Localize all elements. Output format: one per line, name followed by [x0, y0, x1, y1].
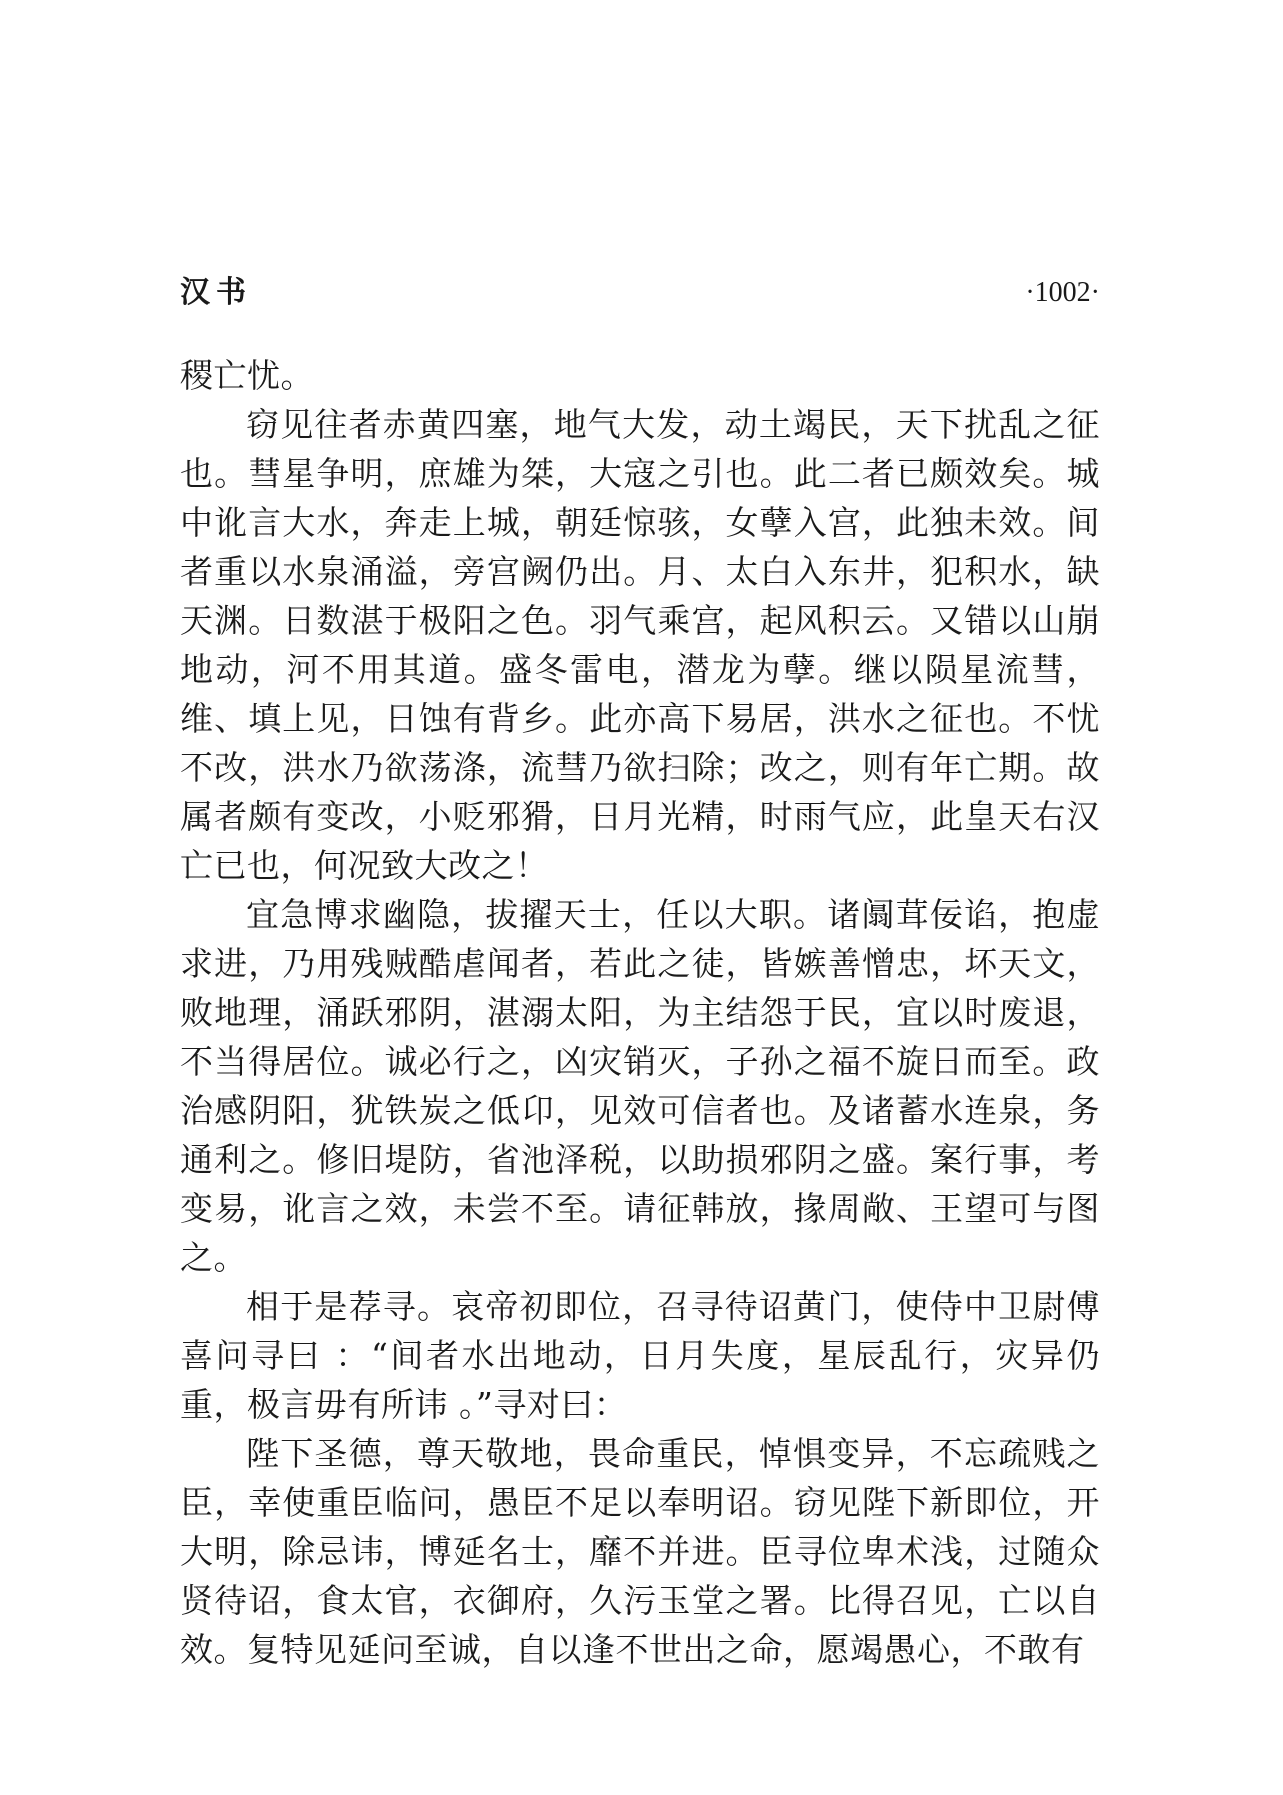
paragraph: 窃见往者赤黄四塞，地气大发，动土竭民，天下扰乱之征也。彗星争明，庶雄为桀，大寇之引也。此二者已颇效矣。城中讹言大水，奔走上城，朝廷惊骇，女孽入宫，此独未效。间者重以水泉涌溢，旁宫阙仍出。月、太白入东井，犯积水，缺天渊。日数湛于极阳之色。羽气乘宫，起风积云。又错以山崩地动，河不用其道。盛冬雷电，潜龙为孽。继以陨星流彗，维、填上见，日蚀有背乡。此亦高下易居，洪水之征也。不忧不改，洪水乃欲荡涤，流彗乃欲扫除；改之，则有年亡期。故属者颇有变改，小贬邪猾，日月光精，时雨气应，此皇天右汉亡已也，何况致大改之！: [180, 405, 1100, 885]
paragraph: 陛下圣德，尊天敬地，畏命重民，悼惧变异，不忘疏贱之臣，幸使重臣临问，愚臣不足以奉明诏。窃见陛下新即位，开大明，除忌讳，博延名士，靡不并进。臣寻位卑术浅，过随众贤待诏，食太官，衣御府，久污玉堂之署。比得召见，亡以自效。复特见延问至诚，自以逢不世出之命，愿竭愚心，不敢有: [180, 1434, 1100, 1669]
book-title: 汉书: [180, 275, 252, 310]
page-header: [180, 268, 1100, 318]
paragraph: 宜急博求幽隐，拔擢天士，任以大职。诸阘茸佞谄，抱虚求进，乃用残贼酷虐闻者，若此之徒，皆嫉善憎忠，坏天文，败地理，涌跃邪阴，湛溺太阳，为主结怨于民，宜以时废退，不当得居位。诚必行之，凶灾销灭，子孙之福不旋日而至。政治感阴阳，犹铁炭之低卬，见效可信者也。及诸蓄水连泉，务通利之。修旧堤防，省池泽税，以助损邪阴之盛。案行事，考变易，讹言之效，未尝不至。请征韩放，掾周敞、王望可与图之。: [180, 895, 1100, 1277]
paragraph: 相于是荐寻。哀帝初即位，召寻待诏黄门，使侍中卫尉傅喜问寻曰 ：“间者水出地动，日月失度，星辰乱行，灾异仍重，极言毋有所讳 。”寻对曰：: [180, 1287, 1100, 1424]
page-number: ·1002·: [1025, 277, 1100, 308]
paragraph-continuation: 稷亡忧。: [180, 356, 314, 395]
body-text: [180, 351, 1100, 1674]
